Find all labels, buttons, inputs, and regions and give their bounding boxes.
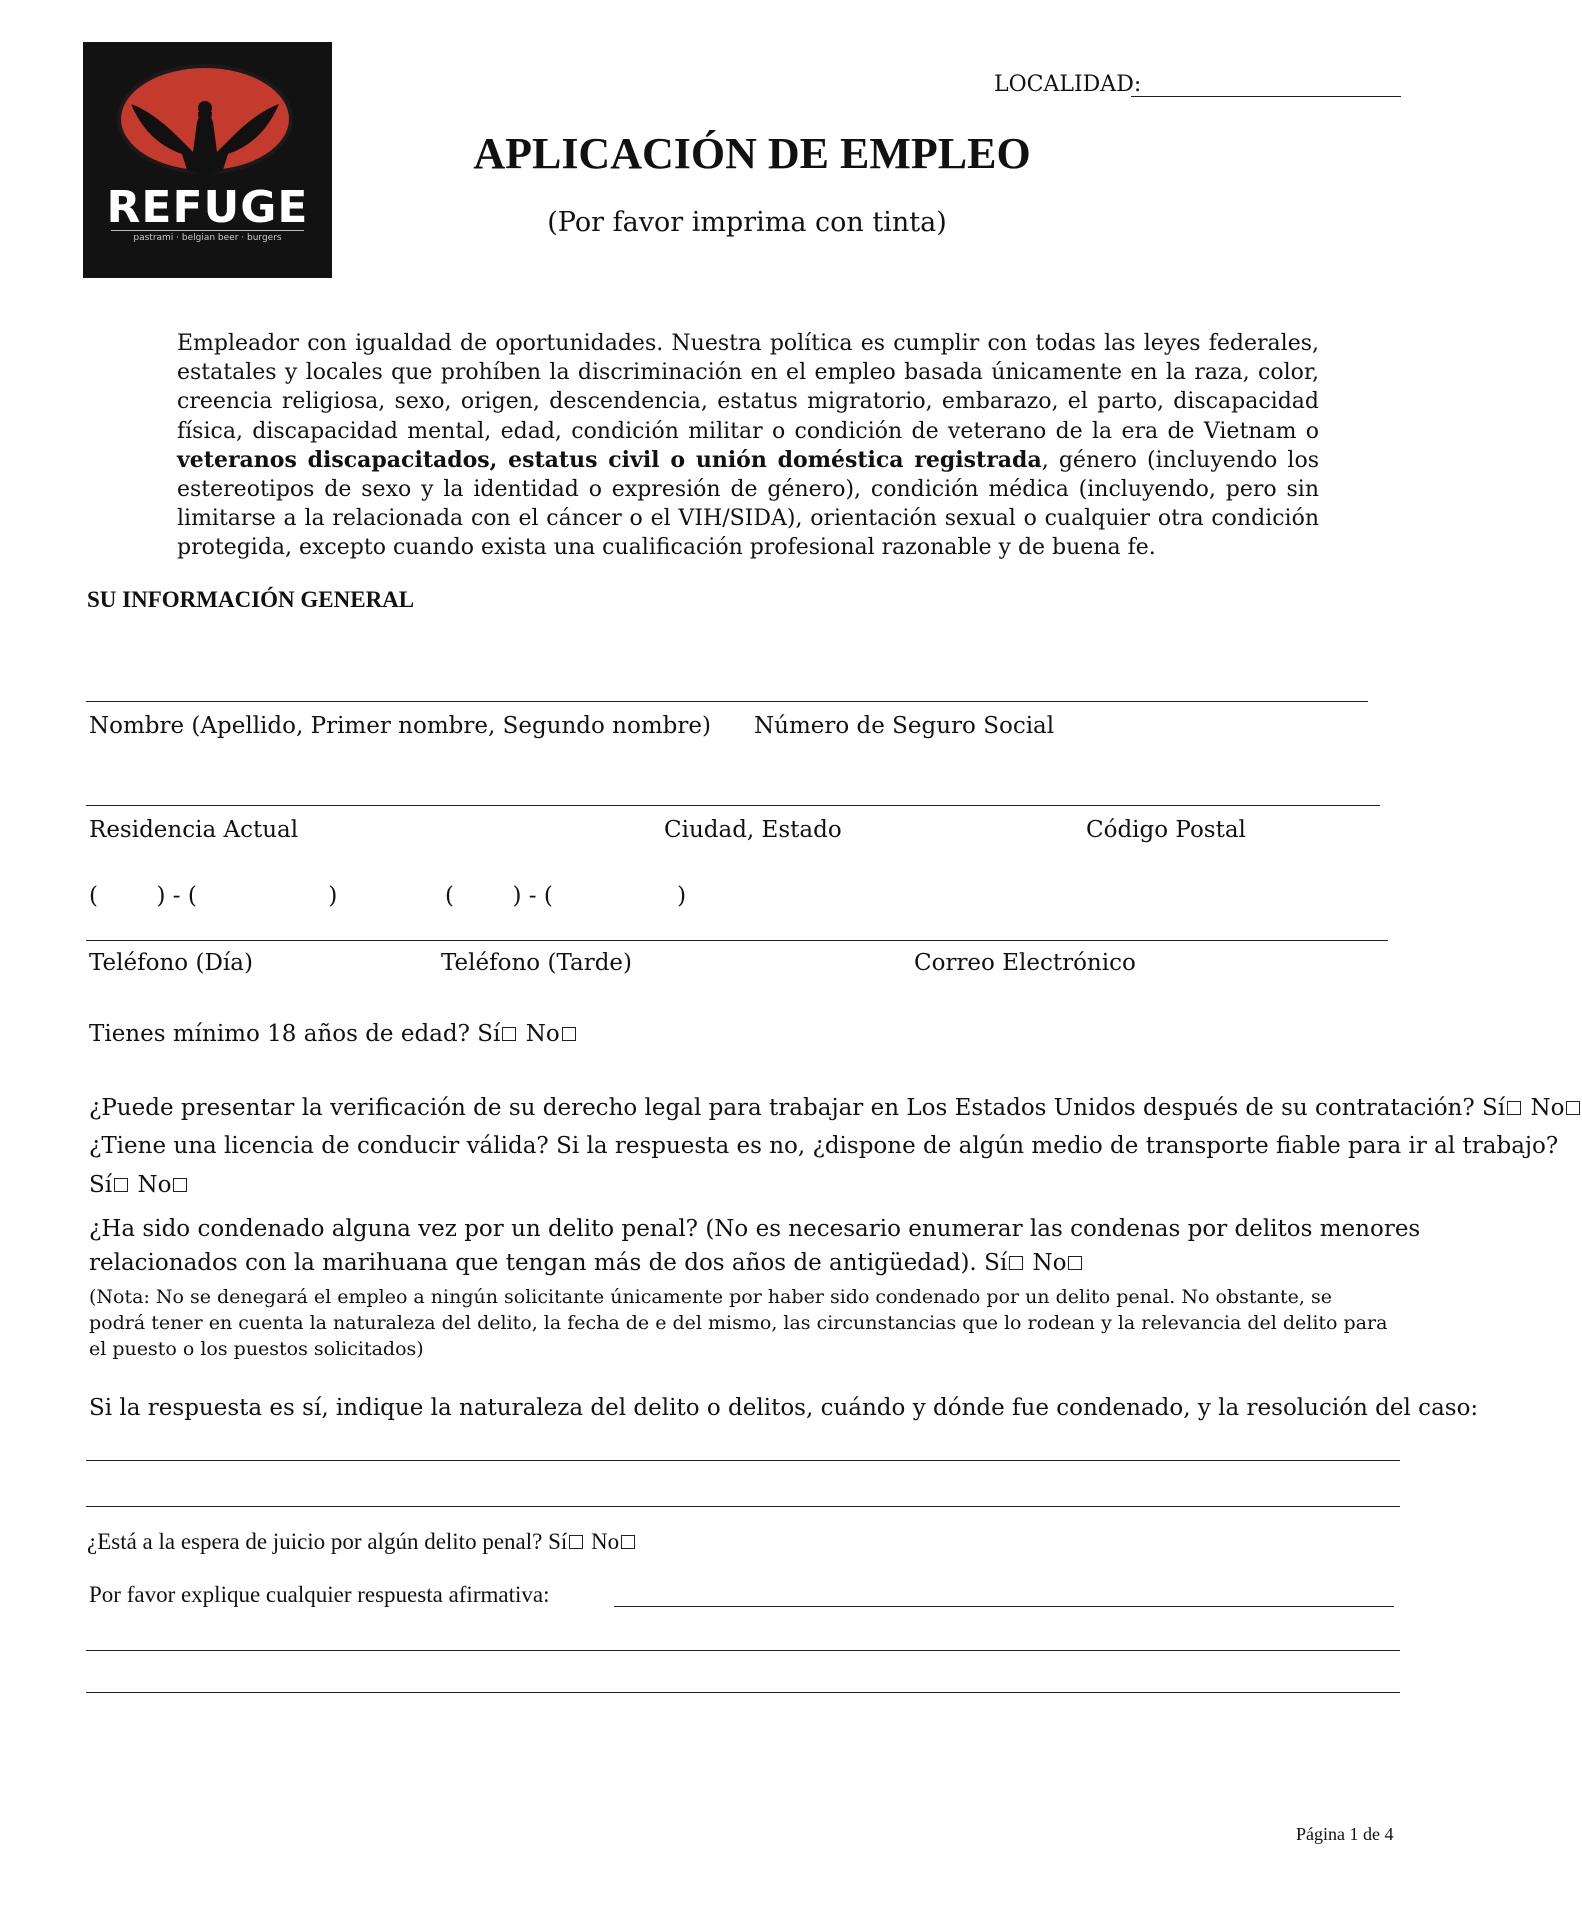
- if-yes-answer-line-2[interactable]: [86, 1506, 1400, 1507]
- localidad-field[interactable]: [1131, 96, 1401, 97]
- license-answer: Sí No: [89, 1172, 189, 1198]
- license-question: ¿Tiene una licencia de conducir válida? Si la respuesta es no, ¿dispone de algún medio de transporte fiable para ir al trabajo?: [89, 1133, 1559, 1159]
- page-title: APLICACIÓN DE EMPLEO: [473, 129, 1031, 178]
- ssn-label: Número de Seguro Social: [754, 713, 1055, 739]
- eeo-statement: [177, 329, 1319, 563]
- page-subtitle: (Por favor imprima con tinta): [547, 207, 947, 238]
- logo-wordmark: REFUGE: [106, 182, 309, 233]
- address-field[interactable]: [86, 805, 1380, 806]
- conviction-no-checkbox[interactable]: [1068, 1256, 1082, 1270]
- explain-prompt: Por favor explique cualquier respuesta afirmativa:: [89, 1582, 550, 1607]
- email-label: Correo Electrónico: [914, 950, 1136, 976]
- eeo-text-bold: veteranos discapacitados, estatus civil o unión doméstica registrada: [177, 446, 1042, 473]
- pending-yes-checkbox[interactable]: [569, 1535, 583, 1549]
- name-label: Nombre (Apellido, Primer nombre, Segundo nombre): [89, 713, 711, 739]
- pending-no-checkbox[interactable]: [621, 1535, 635, 1549]
- phone-day-format: ( ) - ( ): [89, 883, 338, 909]
- explain-answer-line-3[interactable]: [86, 1692, 1400, 1693]
- legal-no-checkbox[interactable]: [1566, 1101, 1580, 1115]
- conviction-yes-checkbox[interactable]: [1009, 1256, 1023, 1270]
- conviction-question-line1: ¿Ha sido condenado alguna vez por un delito penal? (No es necesario enumerar las condenas por delitos menores: [89, 1216, 1421, 1242]
- localidad-label: LOCALIDAD:: [994, 72, 1142, 97]
- pending-trial-question: ¿Está a la espera de juicio por algún delito penal? Sí No: [87, 1529, 637, 1555]
- license-no-checkbox[interactable]: [173, 1178, 187, 1192]
- eeo-text-2: , género (incluyendo los estereotipos de sexo y la identidad o expresión de género), condición médica (incluyendo, pero sin limitarse a la relacionada con el cáncer o el VIH/SIDA), orientación sexual o cualquier otra condición protegida, excepto cuando exista una cualificación profesional razonable y de buena fe.: [177, 447, 1320, 561]
- zip-label: Código Postal: [1086, 817, 1246, 843]
- name-ssn-field[interactable]: [86, 701, 1368, 702]
- legal-yes-checkbox[interactable]: [1507, 1101, 1521, 1115]
- phone-email-field[interactable]: [86, 940, 1388, 941]
- age-yes-checkbox[interactable]: [502, 1027, 516, 1041]
- if-yes-answer-line-1[interactable]: [86, 1460, 1400, 1461]
- if-yes-prompt: Si la respuesta es sí, indique la naturaleza del delito o delitos, cuándo y dónde fue condenado, y la resolución del caso:: [89, 1395, 1479, 1421]
- explain-answer-line-1[interactable]: [614, 1606, 1394, 1607]
- eeo-text-1: Empleador con igualdad de oportunidades. Nuestra política es cumplir con todas las leyes federales, estatales y locales que prohíben la discriminación en el empleo basada únicamente en la raza, color, creencia religiosa, sexo, origen, descendencia, estatus migratorio, embarazo, el parto, discapacidad física, discapacidad mental, edad, condición militar o condición de veterano de la era de Vietnam o: [177, 331, 1319, 444]
- age-question: Tienes mínimo 18 años de edad? Sí No: [89, 1021, 578, 1047]
- phone-evening-label: Teléfono (Tarde): [441, 950, 633, 976]
- residence-label: Residencia Actual: [89, 817, 299, 843]
- license-yes-checkbox[interactable]: [114, 1178, 128, 1192]
- phone-day-label: Teléfono (Día): [89, 950, 253, 976]
- city-state-label: Ciudad, Estado: [664, 817, 842, 843]
- logo-tagline: pastrami · belgian beer · burgers: [133, 233, 282, 243]
- age-no-checkbox[interactable]: [562, 1027, 576, 1041]
- legal-work-question: ¿Puede presentar la verificación de su derecho legal para trabajar en Los Estados Unidos después de su contratación? Sí No: [89, 1095, 1582, 1121]
- conviction-note: (Nota: No se denegará el empleo a ningún solicitante únicamente por haber sido condenado por un delito penal. No obstante, se podrá tener en cuenta la naturaleza del delito, la fecha de e del mismo, las circunstancias que lo rodean y la relevancia del delito para el puesto o los puestos solicitados): [89, 1286, 1388, 1360]
- section-title: SU INFORMACIÓN GENERAL: [87, 587, 415, 612]
- conviction-question-line2: relacionados con la marihuana que tengan más de dos años de antigüedad). Sí No: [89, 1250, 1084, 1276]
- explain-answer-line-2[interactable]: [86, 1650, 1400, 1651]
- phone-evening-format: ( ) - ( ): [445, 883, 687, 909]
- page-number: Página 1 de 4: [1296, 1824, 1394, 1844]
